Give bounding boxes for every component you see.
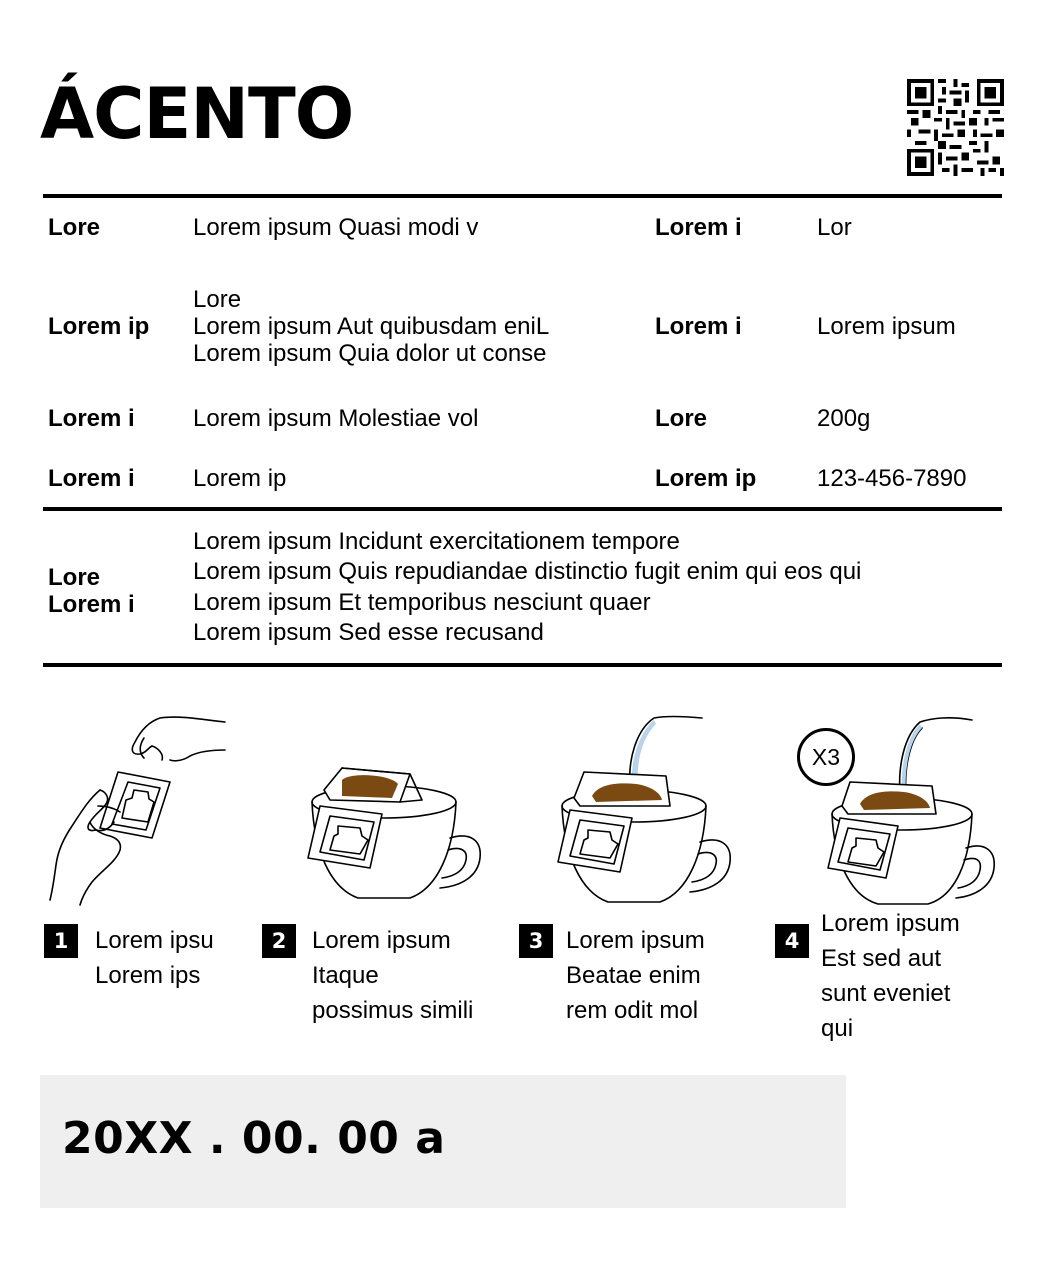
info-label-8: Lorem ip xyxy=(655,465,757,492)
info-value-5: Lorem ipsum Molestiae vol xyxy=(193,405,479,432)
step-3-number: 3 xyxy=(519,924,553,958)
info-label-2: Lorem i xyxy=(655,214,742,241)
info-label-4: Lorem i xyxy=(655,313,742,340)
top-rule xyxy=(43,194,1002,198)
step-2-line-2: Itaque xyxy=(312,962,379,989)
middle-rule xyxy=(43,507,1002,511)
date-stamp: 20XX . 00. 00 a xyxy=(62,1113,446,1164)
step-1-number: 1 xyxy=(44,924,78,958)
info-label-5: Lorem i xyxy=(48,405,135,432)
info-label-1: Lore xyxy=(48,214,101,241)
info-value-2: Lor xyxy=(817,214,852,241)
info-label-3: Lorem ip xyxy=(48,313,150,340)
info-value-3-line-3: Lorem ipsum Quia dolor ut conse xyxy=(193,340,547,367)
step-1-line-2: Lorem ips xyxy=(95,962,201,989)
open-pouch-illustration xyxy=(40,710,240,910)
info-value-6: 200g xyxy=(817,405,871,432)
step-4-line-2: Est sed aut xyxy=(821,945,942,972)
step-3-line-3: rem odit mol xyxy=(566,997,699,1024)
step-2-text xyxy=(312,923,473,1028)
step-3-line-1: Lorem ipsum xyxy=(566,927,705,954)
pour-water-illustration xyxy=(540,710,740,910)
step-1-text xyxy=(95,923,214,993)
info-value-7: Lorem ip xyxy=(193,465,287,492)
info-value-1: Lorem ipsum Quasi modi v xyxy=(193,214,479,241)
step-4-line-3: sunt eveniet xyxy=(821,980,951,1007)
repeat-badge-label: X3 xyxy=(811,744,841,770)
info-value-3-line-1: Lore xyxy=(193,286,242,313)
date-panel xyxy=(40,1075,846,1208)
step-2-line-1: Lorem ipsum xyxy=(312,927,451,954)
bottom-rule xyxy=(43,663,1002,667)
notes-line-1: Lorem ipsum Incidunt exercitationem tempore xyxy=(193,528,680,555)
step-1-line-1: Lorem ipsu xyxy=(95,927,214,954)
step-4-line-1: Lorem ipsum xyxy=(821,910,960,937)
info-value-3-line-2: Lorem ipsum Aut quibusdam eniL xyxy=(193,313,550,340)
step-2-number: 2 xyxy=(262,924,296,958)
notes-label-1: Lore xyxy=(48,564,101,591)
step-4-text xyxy=(821,906,960,1046)
notes-line-2: Lorem ipsum Quis repudiandae distinctio fugit enim qui eos qui xyxy=(193,558,862,585)
info-label-7: Lorem i xyxy=(48,465,135,492)
notes-line-3: Lorem ipsum Et temporibus nesciunt quaer xyxy=(193,589,651,616)
step-4-line-4: qui xyxy=(821,1015,854,1042)
step-2-line-3: possimus simili xyxy=(312,997,474,1024)
info-label-6: Lore xyxy=(655,405,708,432)
step-4-number: 4 xyxy=(775,924,809,958)
step-3-text xyxy=(566,923,705,1028)
bag-on-cup-illustration xyxy=(290,710,490,910)
step-3-line-2: Beatae enim xyxy=(566,962,701,989)
brand-logo: ÁCENTO xyxy=(40,73,354,155)
qr-code-icon xyxy=(907,79,1004,176)
notes-label-2: Lorem i xyxy=(48,591,135,618)
info-value-8: 123-456-7890 xyxy=(817,465,967,492)
repeat-badge xyxy=(796,727,856,787)
info-value-4: Lorem ipsum xyxy=(817,313,956,340)
notes-line-4: Lorem ipsum Sed esse recusand xyxy=(193,619,544,646)
